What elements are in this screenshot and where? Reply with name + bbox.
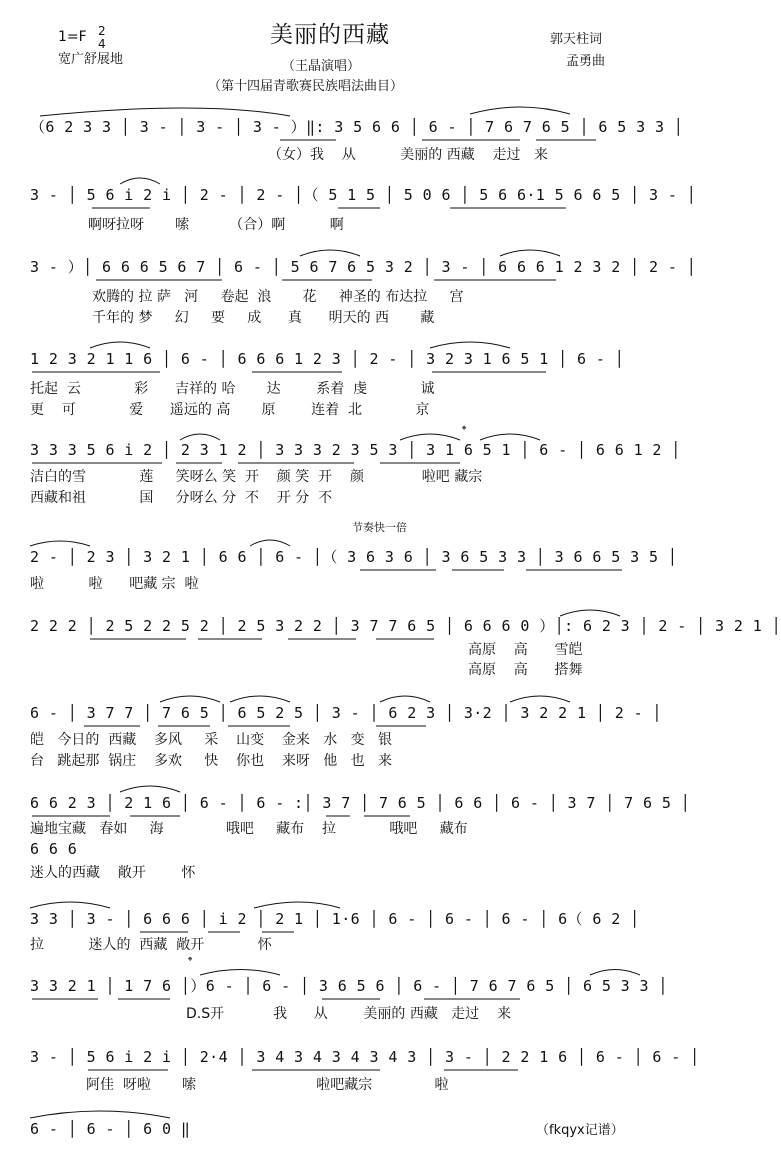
lyric-row-11: D.S开 我 从 美丽的 西藏 走过 来 [186,1006,511,1022]
score-row-7: 2 2 2 │ 2 5 2 2 5 2 │ 2 5 3 2 2 │ 3 7 7 6 5 │ 6 6 6 0 ）│: 6 2 3 │ 2 - │ 3 2 1 │ [30,617,781,635]
slur [120,786,180,792]
score-row-4: 1 2 3 2 1 1 6 │ 6 - │ 6 6 6 1 2 3 │ 2 - │ 3 2 3 1 6 5 1 │ 6 - │ [30,350,625,368]
slur [470,107,570,114]
slur [400,434,460,440]
slur [30,1111,170,1118]
score-row-9: 6 6 2 3 │ 2 1 6 │ 6 - │ 6 - :│ 3 7 │ 7 6 5 │ 6 6 │ 6 - │ 3 7 │ 7 6 5 │ [30,794,691,812]
lyric-row-3a: 欢腾的 拉 萨 河 卷起 浪 花 神圣的 布达拉 宫 [92,289,464,305]
tempo-marking: 宽广舒展地 [58,52,124,67]
score-row-3: 3 - ）│ 6 6 6 5 6 7 │ 6 - │ 5 6 7 6 5 3 2 │ 3 - │ 6 6 6 1 2 3 2 │ 2 - │ [30,258,697,276]
slur [510,696,570,702]
lyric-row-8b: 台 跳起那 锅庄 多欢 快 你也 来呀 他 也 来 [30,753,392,769]
lyric-row-3b: 千年的 梦 幻 要 成 真 明天的 西 藏 [92,310,435,326]
lyric-row-4b: 更 可 爱 遥远的 高 原 连着 北 京 [30,402,430,418]
lyric-row-7b: 高原 高 搭舞 [468,662,583,678]
performer: （王晶演唱） [282,59,361,74]
lyric-row-12: 阿佳 呀啦 嗦 啦吧藏宗 啦 [86,1077,449,1093]
transcriber-credit: （fkqyx记谱） [536,1123,624,1138]
score-row-5: 3 3 3 5 6 i 2 │ 2 3 1 2 │ 3 3 3 2 3 5 3 │ 3 1 6 5 1 │ 6 - │ 6 6 1 2 │ [30,441,681,459]
lyric-row-9: 遍地宝藏 春如 海 哦吧 藏布 拉 哦吧 藏布 [30,821,468,837]
slur [590,970,640,976]
lyric-row-4a: 托起 云 彩 吉祥的 哈 达 系着 虔 诚 [30,381,435,397]
slur [90,342,150,348]
song-title: 美丽的西藏 [270,22,390,48]
lyric-row-1: （女）我 从 美丽的 西藏 走过 来 [268,147,548,163]
slur [250,540,290,546]
slur [254,902,340,908]
slur [430,342,510,348]
coda-mark: 𝄌 [188,954,193,968]
lyric-row-6: 啦 啦 吧藏 宗 啦 [30,576,199,592]
score-row-13: 6 - │ 6 - │ 6 0 ‖ [30,1120,191,1138]
slur [40,108,290,116]
score-row-12: 3 - │ 5 6 i 2 i │ 2·4 │ 3 4 3 4 3 4 3 4 3 │ 3 - │ 2 2 1 6 │ 6 - │ 6 - │ [30,1048,700,1066]
subtitle: （第十四届青歌赛民族唱法曲目） [208,79,404,94]
slur [200,970,280,976]
lyric-row-2: 啊呀拉呀 嗦 （合）啊 啊 [88,217,344,233]
lyric-row-9-extra: 迷人的西藏 敞开 怀 [30,865,196,881]
slur [30,541,90,546]
slur [230,696,290,702]
lyric-row-5b: 西藏和祖 国 分呀么 分 不 开 分 不 [30,490,444,506]
lyric-row-7a: 高原 高 雪皑 [468,642,583,658]
slur [500,250,560,256]
tempo-annotation: 节奏快一倍 [352,521,407,534]
slur [30,902,110,908]
slur [380,696,430,702]
composer: 孟勇曲 [566,54,606,69]
lyricist: 郭天柱词 [550,32,603,47]
slur [160,696,220,702]
score-row-1: （6 2 3 3 │ 3 - │ 3 - │ 3 - ）‖: 3 5 6 6 │ 6 - │ 7 6 7 6 5 │ 6 5 3 3 │ [30,118,684,136]
lyric-row-10: 拉 迷人的 西藏 敞开 怀 [30,937,272,953]
time-sig-top: 2 [98,24,106,38]
score-row-10: 3 3 │ 3 - │ 6 6 6 │ i 2 │ 2 1 │ 1·6 │ 6 - │ 6 - │ 6 - │ 6（ 6 2 │ [30,910,640,928]
lyric-row-5a: 洁白的雪 莲 笑呀么 笑 开 颜 笑 开 颜 啦吧 藏宗 [30,469,483,485]
key-signature: 1=F [58,29,87,45]
score-row-6: 2 - │ 2 3 │ 3 2 1 │ 6 6 │ 6 - │（ 3 6 3 6 │ 3 6 5 3 3 │ 3 6 6 5 3 5 │ [30,548,678,566]
score-row-9-extra: 6 6 6 [30,840,78,858]
slur [180,434,220,440]
score-row-11: 3 3 2 1 │ 1 7 6 │）6 - │ 6 - │ 3 6 5 6 │ 6 - │ 7 6 7 6 5 │ 6 5 3 3 │ [30,977,668,995]
slur [120,178,160,184]
time-sig-bottom: 4 [98,37,106,51]
coda-mark: 𝄌 [462,423,467,437]
slur [480,434,540,440]
score-row-8: 6 - │ 3 7 7 │ 7 6 5 │ 6 5 2 5 │ 3 - │ 6 2 3 │ 3·2 │ 3 2 2 1 │ 2 - │ [30,704,662,722]
slur [560,610,620,616]
slur [300,250,360,256]
lyric-row-8a: 皑 今日的 西藏 多风 采 山变 金来 水 变 银 [30,732,392,748]
score-row-2: 3 - │ 5 6 i 2 i │ 2 - │ 2 - │（ 5 1 5 │ 5 0 6 │ 5 6 6·1 5 6 6 5 │ 3 - │ [30,186,697,204]
